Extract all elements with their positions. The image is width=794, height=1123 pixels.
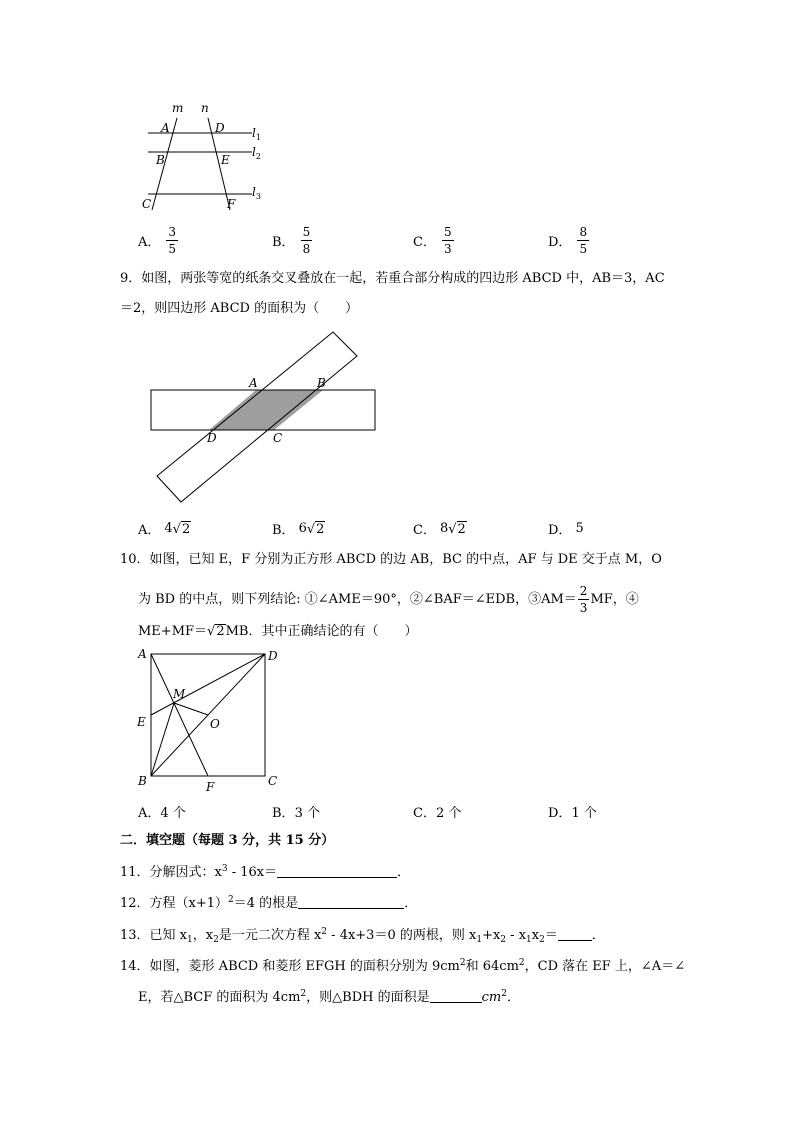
label-D: D [215, 121, 225, 135]
label-A: A [161, 121, 170, 135]
label-l3: $l_3$ [252, 185, 261, 201]
label-D: D [268, 649, 278, 663]
q10-option-d: D． 1 个 [548, 806, 597, 821]
q10-line2: 为 BD 的中点，则下列结论: ①∠AME＝90°，②∠BAF＝∠EDB，③AM＝ $\frac{2}{3}$ MF，④ [138, 584, 639, 615]
parallel-lines-figure [135, 96, 275, 216]
q11: 11．分解因式：$x^3 - 16x=$ ． [120, 864, 411, 880]
square-figure [132, 642, 292, 797]
segment-mb [151, 703, 174, 776]
q9-option-b: B． 6 √ 2 [272, 521, 325, 538]
q10-line1: 10．如图，已知 E，F 分别为正方形 ABCD 的边 AB，BC 的中点，AF 与 DE 交于点 M，O [120, 552, 662, 567]
q12: 12．方程$(x+1)^2=4$ 的根是 ． [120, 895, 418, 911]
q9-option-a: A． 4 √ 2 [138, 521, 191, 538]
q10-line3: ME+MF＝√ 2 MB．其中正确结论的有（ ） [138, 624, 418, 639]
segment-af [151, 654, 208, 776]
label-F: F [227, 197, 236, 211]
q8-option-c: C． $\frac{5}{3}$ [413, 225, 452, 256]
section-heading: 二．填空题（每题 3 分，共 15 分） [120, 833, 335, 848]
label-E: E [137, 715, 146, 729]
label-E: E [221, 153, 230, 167]
paper-strips-figure [145, 328, 385, 508]
q13: 13．已知 $x_1$，$x_2$是一元二次方程 $x^2 - 4x+3=0$ 的两根，则 $x_1+x_2 - x_1x_2=$ ． [120, 927, 605, 945]
segment-de [151, 654, 265, 715]
label-A: A [249, 376, 258, 390]
label-B: B [317, 376, 326, 390]
label-D: D [207, 431, 217, 445]
q9-line2: ＝2，则四边形 ABCD 的面积为（ ） [120, 301, 359, 316]
label-m: m [172, 101, 184, 115]
label-l2: $l_2$ [252, 145, 261, 161]
label-O: O [210, 717, 220, 731]
label-C: C [142, 197, 152, 211]
q9-option-d: D． 5 [548, 521, 584, 538]
q14-line1: 14．如图，菱形 ABCD 和菱形 EFGH 的面积分别为 $9cm^2$和 $64cm^2$，CD 落在 EF 上，∠A＝∠ [120, 958, 686, 974]
q10-option-b: B． 3 个 [272, 806, 320, 821]
q10-option-a: A． 4 个 [138, 806, 186, 821]
q10-option-c: C． 2 个 [413, 806, 462, 821]
label-F: F [206, 780, 215, 794]
q8-option-d: D． $\frac{8}{5}$ [548, 225, 588, 256]
q9-option-c: C． 8 √ 2 [413, 521, 466, 538]
label-l1: $l_1$ [252, 126, 261, 142]
label-C: C [268, 774, 278, 788]
label-B: B [156, 153, 165, 167]
q9-line1: 9．如图，两张等宽的纸条交叉叠放在一起，若重合部分构成的四边形 ABCD 中，AB＝3，AC [120, 271, 665, 286]
overlap-parallelogram [209, 390, 323, 430]
label-B: B [138, 774, 147, 788]
label-C: C [273, 431, 283, 445]
label-M: M [173, 687, 186, 701]
q8-option-a: A． $\frac{3}{5}$ [138, 225, 177, 256]
label-n: n [201, 101, 209, 115]
label-A: A [138, 647, 147, 661]
q8-option-b: B． $\frac{5}{8}$ [272, 225, 311, 256]
q14-line2: E，若△BCF 的面积为 $4cm^2$，则△BDH 的面积是 $cm^2$． [138, 989, 520, 1005]
